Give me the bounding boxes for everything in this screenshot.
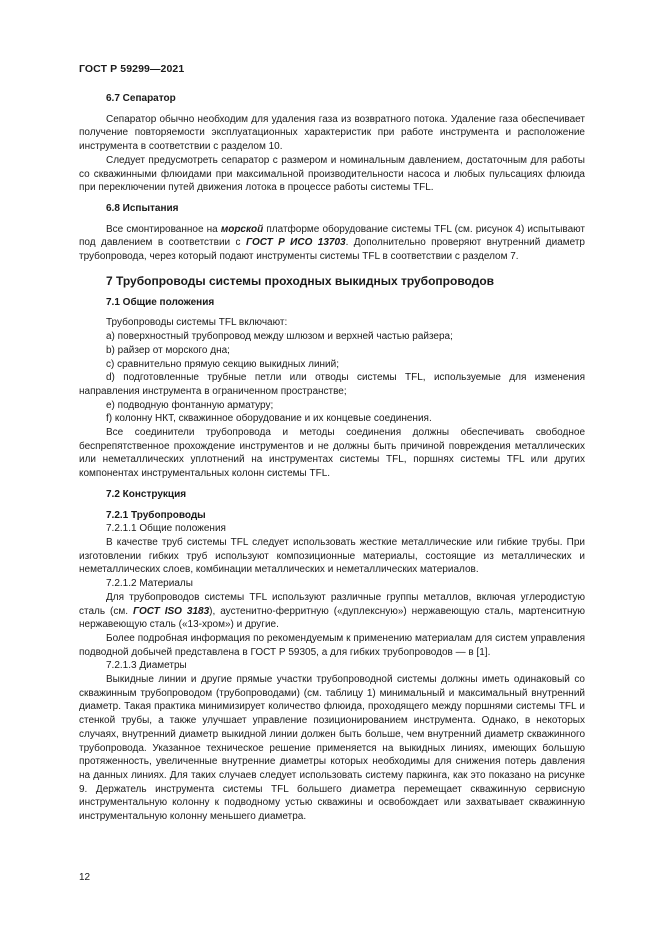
paragraph: Трубопроводы системы TFL включают:: [106, 317, 288, 329]
document-code-header: ГОСТ Р 59299—2021: [79, 63, 185, 75]
section-7-heading: 7 Трубопроводы системы проходных выкидных трубопроводов: [106, 273, 495, 288]
document-body: [79, 92, 585, 824]
paragraph: Все соединители трубопровода и методы соединения должны обеспечивать свободное беспрепятственное прохождение инструментов и не должны быть причиной повреждения металлических или неметаллических уплотнений на инструментах системы TFL, поршнях системы TFL или других компонентах инструментальных колонн системы TFL.: [79, 427, 585, 480]
list-item: d) подготовленные трубные петли или отводы системы TFL, используемые для изменения направления инструмента в ограниченном пространстве;: [79, 372, 585, 397]
standard-reference: ГОСТ ISO 3183: [133, 605, 210, 617]
section-7-2-1-2-heading: 7.2.1.2 Материалы: [106, 578, 193, 590]
list-item: f) колонну НКТ, скважинное оборудование и их концевые соединения.: [106, 413, 432, 425]
list-item: e) подводную фонтанную арматуру;: [106, 399, 274, 411]
paragraph: Все смонтированное на морской платформе оборудование системы TFL (см. рисунок 4) испытывают под давлением в соответствии с ГОСТ Р ИСО 13703. Дополнительно проверяют внутренний диаметр трубопровода, через который подают инструменты системы TFL в соответствии с разделом 7.: [79, 223, 585, 263]
section-7-1-heading: 7.1 Общие положения: [106, 296, 215, 308]
list-item: b) райзер от морского дна;: [106, 344, 230, 356]
list-item: c) сравнительно прямую секцию выкидных линий;: [106, 358, 340, 370]
list-item: a) поверхностный трубопровод между шлюзом и верхней частью райзера;: [106, 331, 453, 343]
paragraph: В качестве труб системы TFL следует использовать жесткие металлические или гибкие трубы. При изготовлении гибких труб используют композиционные материалы, состоящие из металлических и неметаллических слоев, комбинации металлических и неметаллических материалов.: [79, 536, 585, 576]
paragraph: Сепаратор обычно необходим для удаления газа из возвратного потока. Удаление газа обеспечивает получение повторяемости эксплуатационных характеристик при работе инструмента и расположение инструмента в соответствии с разделом 10.: [79, 113, 585, 153]
section-6-8-heading: 6.8 Испытания: [106, 202, 179, 214]
section-7-2-1-heading: 7.2.1 Трубопроводы: [106, 509, 206, 521]
section-6-7-heading: 6.7 Сепаратор: [106, 93, 176, 104]
paragraph: Следует предусмотреть сепаратор с размером и номинальным давлением, достаточным для работы со скважинными флюидами при максимальной производительности насоса и любых пульсациях флюида при переключении путей движения лотока в процессе работы системы TFL.: [79, 154, 585, 194]
paragraph: Более подробная информация по рекомендуемым к применению материалам для систем управления подводной добычей представлена в ГОСТ Р 59305, а для гибких трубопроводов — в [1].: [79, 632, 585, 658]
paragraph: Для трубопроводов системы TFL используют различные группы металлов, включая углеродистую сталь (см. ГОСТ ISO 3183), аустенитно-ферритную («дуплексную») нержавеющую сталь, мартенситную нержавеющую сталь («13-хром») и другие.: [79, 591, 585, 631]
section-7-2-heading: 7.2 Конструкция: [106, 488, 187, 500]
page-number: 12: [79, 872, 91, 883]
emphasis-text: морской: [220, 223, 264, 235]
section-7-2-1-3-heading: 7.2.1.3 Диаметры: [106, 660, 187, 672]
section-7-2-1-1-heading: 7.2.1.1 Общие положения: [106, 523, 226, 535]
paragraph: Выкидные линии и другие прямые участки трубопроводной системы должны иметь одинаковый со скважинным трубопроводом (трубопроводами) (см. таблицу 1) минимальный и максимальный внутренний диаметр. Такая практика минимизирует количество флюида, проходящего между поршнями системы TFL и стенкой трубы, а также улучшает управление позиционированием инструмента. Однако, в некоторых случаях, внутренний диаметр выкидной линии должен быть больше, чем внутренний диаметр скважинного трубопровода. Указанное техническое решение применяется на выкидных линиях, имеющих большую протяженность, увеличенные внутренние диаметры которых необходимы для снижения потерь давления на данных линиях. Для таких случаев следует использовать систему паркинга, как это показано на рисунке 9. Держатель инструмента системы TFL большего диаметра перемещает скважинную сервисную инструментальную колонну к подводному устью скважины и освобождает или захватывает скважинную инструментальную колонну меньшего диаметра.: [79, 674, 585, 823]
standard-reference: ГОСТ Р ИСО 13703: [245, 237, 346, 249]
